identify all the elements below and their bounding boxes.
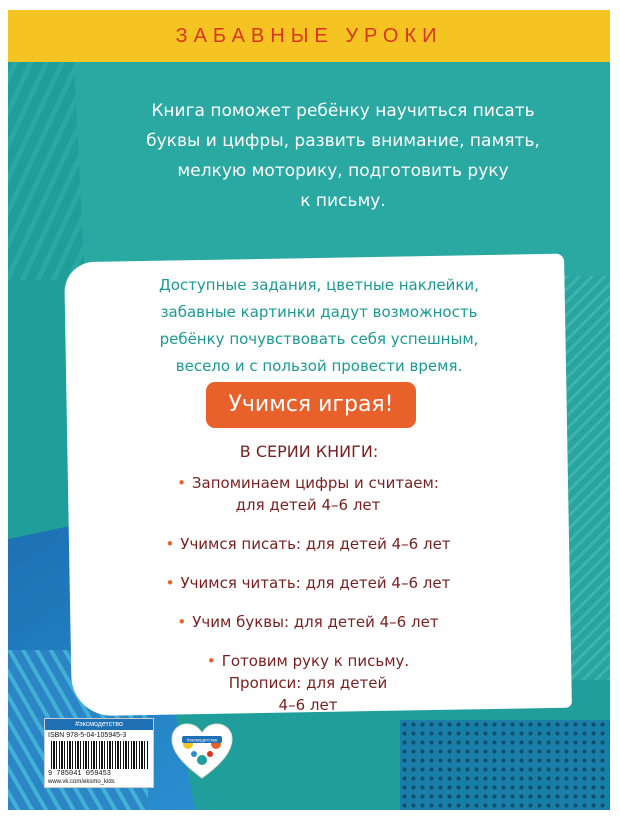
series-list-item [128, 533, 488, 555]
series-item-line: Прописи: для детей [228, 674, 388, 692]
heart-hashtag: #эксмодетство [186, 737, 218, 743]
description-line: к письму. [300, 191, 386, 211]
barcode-bars [51, 741, 149, 769]
series-item-line: Учимся писать: для детей 4–6 лет [180, 535, 451, 553]
isbn-text: ISBN 978-5-04-105945-3 [48, 732, 127, 739]
vk-link: www.vk.com/eksmo_kids [48, 779, 115, 785]
lead-line: ребёнку почувствовать себя успешным, [159, 330, 479, 348]
slogan-badge: Учимся играя! [206, 382, 416, 428]
series-list-item [128, 472, 488, 516]
series-list [128, 472, 488, 733]
description-line: Книга поможет ребёнку научиться писать [151, 101, 535, 121]
book-back-cover [8, 10, 610, 810]
series-banner [8, 10, 610, 62]
bullet-icon: • [206, 652, 216, 670]
decor-dots-bottom-right [400, 720, 610, 810]
series-list-item [128, 650, 488, 716]
series-item-line: Учимся читать: для детей 4–6 лет [180, 574, 451, 592]
description-text [108, 96, 578, 216]
series-item-line: 4–6 лет [278, 696, 338, 714]
bullet-icon: • [177, 613, 187, 631]
bullet-icon: • [165, 535, 175, 553]
description-line: мелкую моторику, подготовить руку [177, 161, 509, 181]
series-list-title: В СЕРИИ КНИГИ: [239, 442, 379, 461]
series-item-line: для детей 4–6 лет [235, 496, 381, 514]
heart-sticker-icon [170, 722, 234, 782]
series-list-item [128, 572, 488, 594]
series-banner-title: ЗАБАВНЫЕ УРОКИ [175, 24, 443, 47]
lead-line: Доступные задания, цветные наклейки, [159, 276, 479, 294]
description-line: буквы и цифры, развить внимание, память, [146, 131, 540, 151]
series-item-line: Готовим руку к письму. [221, 652, 410, 670]
series-list-item [128, 611, 488, 633]
barcode-hashtag: #эксмодетство [45, 719, 153, 730]
lead-line: забавные картинки дадут возможность [160, 303, 478, 321]
lead-text [104, 272, 534, 380]
series-item-line: Запоминаем цифры и считаем: [191, 474, 439, 492]
bullet-icon: • [165, 574, 175, 592]
ean-number: 9 785041 059453 [48, 770, 112, 778]
barcode-block [44, 718, 154, 788]
bullet-icon: • [177, 474, 186, 492]
series-item-line: Учим буквы: для детей 4–6 лет [192, 613, 439, 631]
lead-line: весело и с пользой провести время. [175, 357, 463, 375]
